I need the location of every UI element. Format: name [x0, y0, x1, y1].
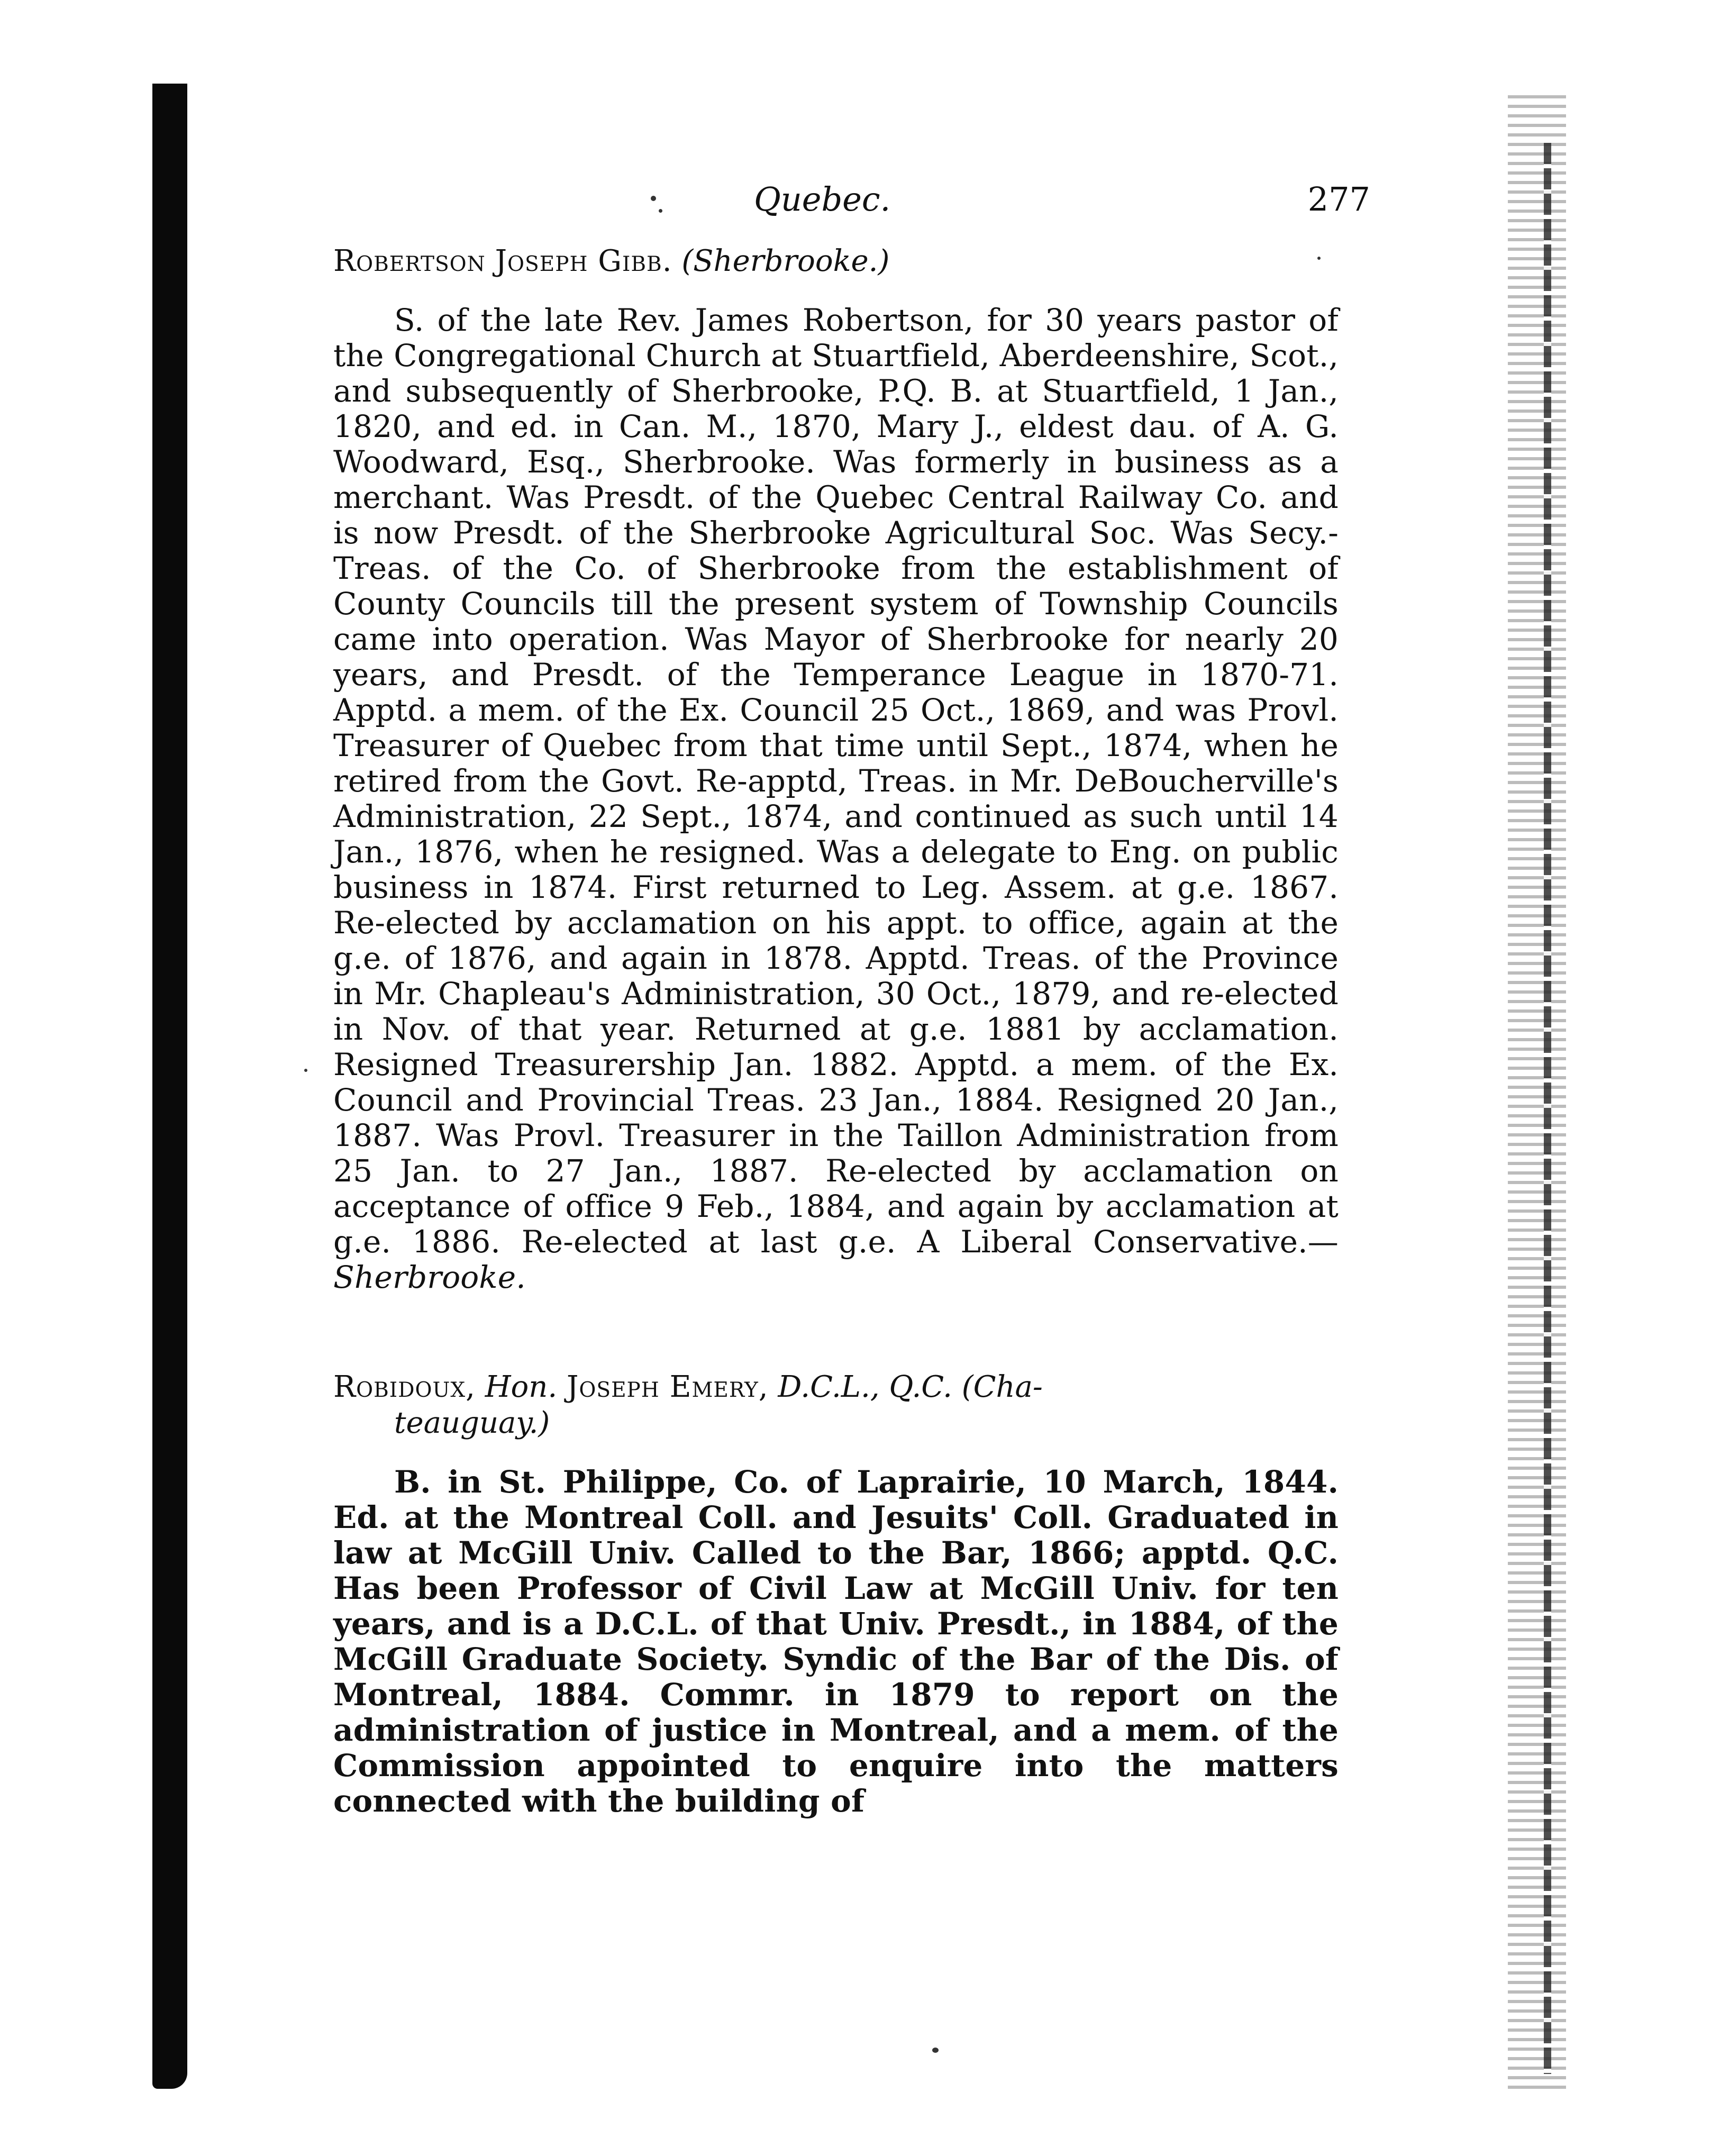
- scan-binding-shadow: [152, 84, 187, 2089]
- entry-constituency: (Cha-: [961, 1370, 1043, 1404]
- scan-page-edge: [1508, 95, 1566, 2090]
- entry-separator: [333, 1295, 1339, 1359]
- entry-biography-place: Sherbrooke.: [333, 1259, 526, 1295]
- entry-given-names: Joseph Gibb.: [495, 244, 672, 278]
- entry-heading: [333, 1369, 1339, 1441]
- entry-surname: Robertson: [333, 244, 486, 278]
- entry-biography-text: S. of the late Rev. James Robertson, for 30 years pastor of the Congregational Church at Stuartfield, Aberdeenshire, Scot., and subsequently of Sherbrooke, P.Q. B. at Stuartfield, 1 Jan., 1820, and ed. in Can. M., 1870, Mary J., eldest dau. of A. G. Woodward, Esq., Sherbrooke. Was formerly in business as a merchant. Was Presdt. of the Quebec Central Railway Co. and is now Presdt. of the Sherbrooke Agricultural Soc. Was Secy.-Treas. of the Co. of Sherbrooke from the establishment of County Councils till the present system of Township Councils came into operation. Was Mayor of Sherbrooke for nearly 20 years, and Presdt. of the Temperance League in 1870-71. Apptd. a mem. of the Ex. Council 25 Oct., 1869, and was Provl. Treasurer of Quebec from that time until Sept., 1874, when he retired from the Govt. Re-apptd, Treas. in Mr. DeBoucherville's Administration, 22 Sept., 1874, and continued as such until 14 Jan., 1876, when he resigned. Was a delegate to Eng. on public business in 1874. First returned to Leg. Assem. at g.e. 1867. Re-elected by acclamation on his appt. to office, again at the g.e. of 1876, and again in 1878. Apptd. Treas. of the Province in Mr. Chapleau's Administration, 30 Oct., 1879, and re-elected in Nov. of that year. Returned at g.e. 1881 by acclamation. Resigned Treasurership Jan. 1882. Apptd. a mem. of the Ex. Council and Provincial Treas. 23 Jan., 1884. Resigned 20 Jan., 1887. Was Provl. Treasurer in the Taillon Administration from 25 Jan. to 27 Jan., 1887. Re-elected by acclamation on acceptance of office 9 Feb., 1884, and again by acclamation at g.e. 1886. Re-elected at last g.e. A Liberal Conservative.—: [333, 302, 1339, 1260]
- entry-degrees: D.C.L., Q.C.: [778, 1370, 952, 1404]
- running-head: [333, 180, 1370, 233]
- entry-biography: [333, 303, 1339, 1295]
- entry-honorific: Hon.: [485, 1370, 558, 1404]
- entry-biography: [333, 1464, 1339, 1819]
- scan-speck: [932, 2048, 939, 2053]
- entry-surname: Robidoux,: [333, 1370, 476, 1404]
- entry-constituency: (Sherbrooke.): [681, 244, 890, 278]
- entry-heading: [333, 243, 1339, 279]
- entry-given-names: Joseph Emery,: [566, 1370, 769, 1404]
- entry-constituency-continued: teauguay.): [394, 1406, 550, 1440]
- running-head-title: Quebec.: [754, 180, 891, 219]
- entry-biography-text: B. in St. Philippe, Co. of Laprairie, 10 March, 1844. Ed. at the Montreal Coll. and Jesuits' Coll. Graduated in law at McGill Univ. Called to the Bar, 1866; apptd. Q.C. Has been Professor of Civil Law at McGill Univ. for ten years, and is a D.C.L. of that Univ. Presdt., in 1884, of the McGill Graduate Society. Syndic of the Bar of the Dis. of Montreal, 1884. Commr. in 1879 to report on the administration of justice in Montreal, and a mem. of the Commission appointed to enquire into the matters connected with the building of: [333, 1464, 1339, 1819]
- page-number: 277: [1307, 180, 1370, 219]
- scan-page-edge-line: [1544, 143, 1551, 2074]
- scan-speck: [304, 1069, 307, 1072]
- book-page: [333, 180, 1370, 1819]
